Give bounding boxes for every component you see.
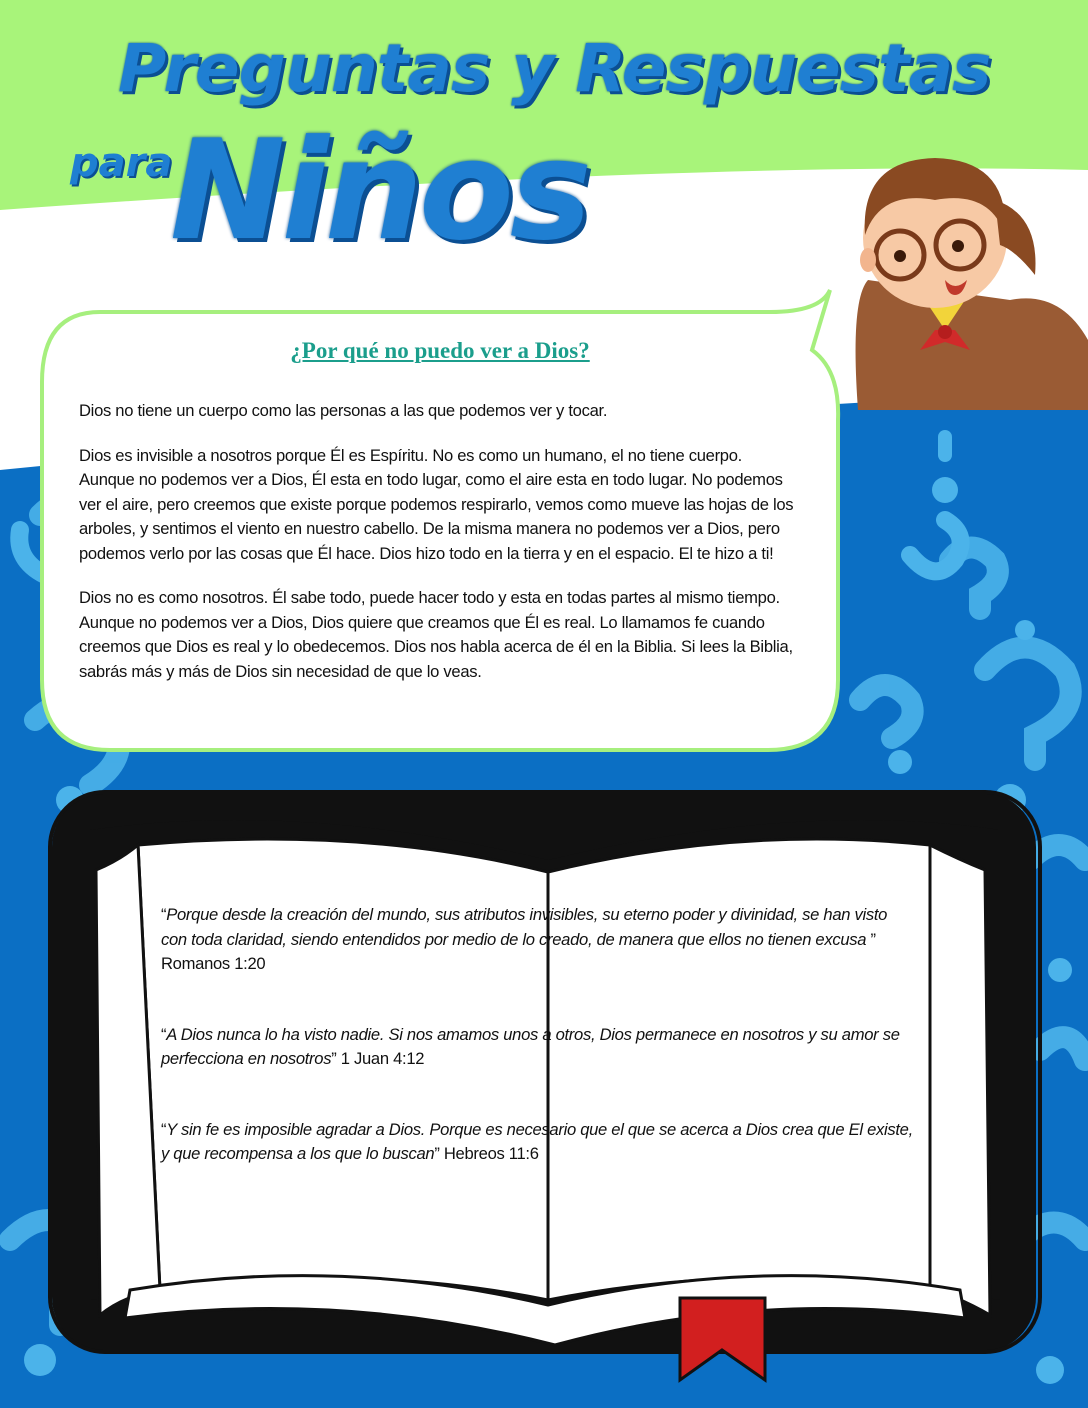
answer-paragraph: Dios es invisible a nosotros porque Él es Espíritu. No es como un humano, el no tiene cuerpo. Aunque no podemos ver a Dios, Él esta en todo lugar, como el aire esta en todo lugar. No podemos ver el aire, pero creemos que existe porque podemos respirarlo, vemos como mueve las hojas de los arboles, y sentimos el viento en nuestro cabello. De la misma manera no podemos ver a Dios, pero podemos verlo por las cosas que Él hace. Dios hizo todo en la tierra y en el espacio. El te hizo a ti! — [79, 445, 794, 563]
verse-open-quote: “ — [161, 1119, 167, 1139]
verse-juan — [161, 1023, 913, 1072]
bible-verses — [161, 903, 913, 1213]
verse-close-quote: ” — [331, 1049, 337, 1068]
question-heading: ¿Por qué no puedo ver a Dios? — [290, 338, 590, 363]
verse-close-quote: ” — [870, 929, 876, 949]
page-title-para: para — [70, 140, 173, 186]
verse-text: Porque desde la creación del mundo, sus atributos invisibles, su eterno poder y divinidad, se han visto con toda claridad, siendo entendidos por medio de lo creado, de manera que ellos no tienen excusa — [161, 905, 888, 949]
verse-reference: Romanos 1:20 — [161, 954, 266, 973]
verse-reference: 1 Juan 4:12 — [336, 1049, 425, 1068]
girl-character-illustration — [856, 158, 1088, 410]
verse-text: A Dios nunca lo ha visto nadie. Si nos amamos unos a otros, Dios permanece en nosotros y su amor se perfecciona en nosotros — [161, 1024, 900, 1068]
answer-paragraph: Dios no es como nosotros. Él sabe todo, puede hacer todo y esta en todas partes al mismo tiempo. Aunque no podemos ver a Dios, Dios quiere que creamos que Él es real. Lo llamamos fe cuando creemos que Dios es real y lo obedecemos. Dios nos habla acerca de él en la Biblia. Si lees la Biblia, sabrás más y más de Dios sin necesidad de que lo veas. — [79, 588, 793, 681]
answer-text — [79, 399, 795, 704]
verse-open-quote: “ — [161, 905, 167, 924]
verse-reference: Hebreos 11:6 — [439, 1144, 539, 1163]
verse-text: Y sin fe es imposible agradar a Dios. Porque es necesario que el que se acerca a Dios crea que El existe, y que recompensa a los que lo buscan — [161, 1119, 913, 1163]
answer-paragraph: Dios no tiene un cuerpo como las personas a las que podemos ver y tocar. — [79, 401, 608, 420]
verse-close-quote: ” — [434, 1144, 440, 1163]
verse-hebreos — [161, 1118, 913, 1167]
page-title-ninos: Niños — [170, 110, 588, 271]
verse-romanos — [161, 903, 913, 977]
verse-open-quote: “ — [161, 1024, 167, 1044]
page-title-line1: Preguntas y Respuestas — [118, 30, 991, 107]
